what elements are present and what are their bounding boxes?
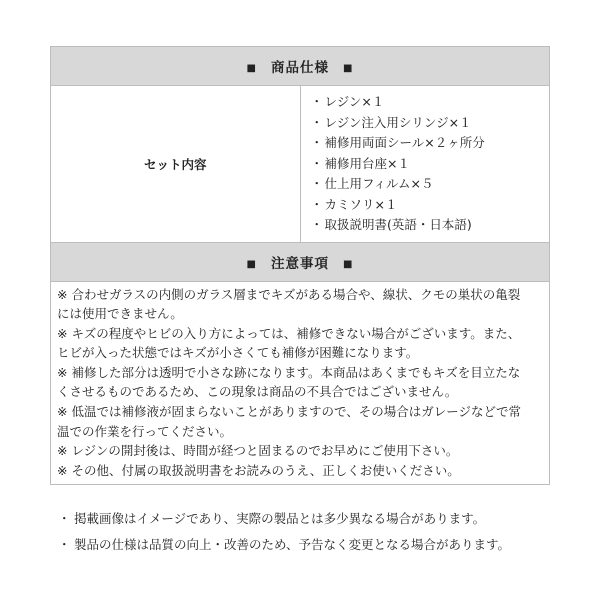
bullet-icon: ・	[310, 217, 324, 232]
list-item	[311, 215, 542, 236]
square-icon: ■	[343, 258, 354, 270]
notice-line: ※ レジンの開封後は、時間が経つと固まるのでお早めにご使用下さい。	[57, 443, 459, 459]
notice-line: くさせるものであるため、この現象は商品の不具合ではございません。	[57, 384, 458, 400]
footer-note-text: 掲載画像はイメージであり、実際の製品とは多少異なる場合があります。	[74, 511, 486, 526]
notice-line: ※ 低温では補修液が固まらないことがありますので、その場合はガレージなどで常	[57, 404, 521, 420]
set-item-text: 補修用両面シール×２ヶ所分	[324, 135, 485, 150]
set-item-text: レジン注入用シリンジ×１	[324, 114, 472, 130]
set-item-text: 取扱説明書(英語・日本語)	[324, 217, 472, 232]
bullet-icon: ・	[310, 176, 324, 191]
bullet-icon: ・	[58, 537, 71, 552]
spec-header-title: 商品仕様	[271, 60, 329, 76]
notice-header-title: 注意事項	[271, 255, 329, 272]
list-item	[311, 113, 542, 134]
set-item-text: 補修用台座×１	[324, 155, 410, 171]
list-item	[311, 174, 542, 195]
square-icon: ■	[246, 63, 257, 74]
notice-line: ※ その他、付属の取扱説明書をお読みのうえ、正しくお使いください。	[57, 462, 460, 478]
list-item	[311, 195, 542, 216]
bullet-icon: ・	[58, 511, 71, 526]
notice-line: ※ キズの程度やヒビの入り方によっては、補修できない場合がございます。また、	[57, 325, 521, 341]
notice-line: 温での作業を行ってください。	[57, 423, 233, 439]
spec-table	[50, 46, 550, 485]
set-item-text: カミソリ×１	[324, 196, 398, 212]
footer-notes	[58, 506, 510, 558]
footer-note-text: 製品の仕様は品質の向上・改善のため、予告なく変更となる場合があります。	[74, 537, 511, 552]
bullet-icon: ・	[310, 114, 324, 130]
bullet-icon: ・	[310, 196, 324, 212]
notice-line: ヒビが入った状態ではキズが小さくても補修が困難になります。	[57, 345, 419, 361]
spec-header-row	[51, 47, 550, 86]
notice-line: ※ 合わせガラスの内側のガラス層までキズがある場合や、線状、クモの巣状の亀裂	[57, 286, 521, 302]
set-item-text: レジン×１	[324, 94, 385, 109]
square-icon: ■	[343, 63, 354, 74]
set-contents-list	[300, 86, 550, 243]
list-item	[311, 154, 542, 175]
bullet-icon: ・	[310, 94, 324, 109]
footer-note	[58, 506, 510, 532]
list-item	[311, 92, 542, 113]
notice-header-row	[51, 242, 550, 281]
notice-body	[51, 281, 550, 485]
list-item	[311, 133, 542, 154]
square-icon: ■	[246, 258, 257, 270]
notice-line: には使用できません。	[57, 306, 183, 322]
set-contents-label: セット内容	[51, 86, 301, 243]
set-item-text: 仕上用フィルム×５	[324, 176, 434, 191]
bullet-icon: ・	[310, 135, 324, 150]
footer-note	[58, 532, 510, 558]
spec-sheet	[50, 46, 550, 485]
notice-line: ※ 補修した部分は透明で小さな跡になります。本商品はあくまでもキズを目立たな	[57, 364, 521, 380]
bullet-icon: ・	[310, 155, 324, 171]
